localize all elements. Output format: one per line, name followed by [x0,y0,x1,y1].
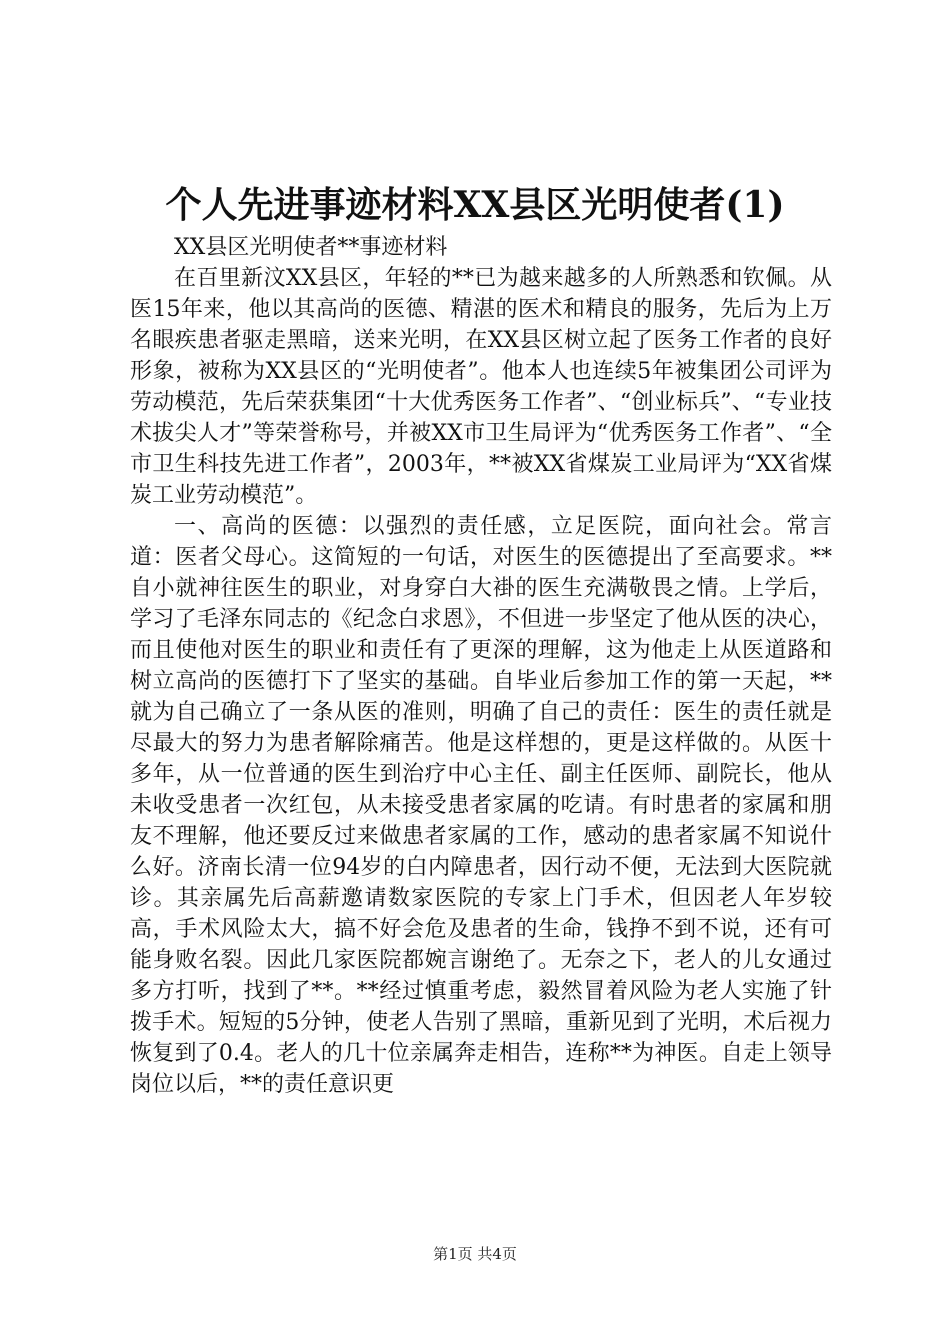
document-title: 个人先进事迹材料XX县区光明使者(1) [165,184,785,226]
document-subtitle: XX县区光明使者**事迹材料 [174,235,448,260]
body-paragraph-intro: 在百里新汶XX县区，年轻的**已为越来越多的人所熟悉和钦佩。从医15年来，他以其高尚的医德、精湛的医术和精良的服务，先后为上万名眼疾患者驱走黑暗，送来光明，在XX县区树立起了医务工作者的良好形象，被称为XX县区的“光明使者”。他本人也连续5年被集团公司评为劳动模范，先后荣获集团“十大优秀医务工作者”、“创业标兵”、“专业技术拔尖人才”等荣誉称号，并被XX市卫生局评为“优秀医务工作者”、“全市卫生科技先进工作者”，2003年，**被XX省煤炭工业局评为“XX省煤炭工业劳动模范”。 [130,266,832,508]
page-footer: 第1页 共4页 [433,1245,517,1263]
document-body [130,232,832,1100]
body-paragraph-medical-ethics: 一、高尚的医德：以强烈的责任感，立足医院，面向社会。常言道：医者父母心。这简短的一句话，对医生的医德提出了至高要求。**自小就神往医生的职业，对身穿白大褂的医生充满敬畏之情。上学后，学习了毛泽东同志的《纪念白求恩》，不但进一步坚定了他从医的决心，而且使他对医生的职业和责任有了更深的理解，这为他走上从医道路和树立高尚的医德打下了坚实的基础。自毕业后参加工作的第一天起，**就为自己确立了一条从医的准则，明确了自己的责任：医生的责任就是尽最大的努力为患者解除痛苦。他是这样想的，更是这样做的。从医十多年，从一位普通的医生到治疗中心主任、副主任医师、副院长，他从未收受患者一次红包，从未接受患者家属的吃请。有时患者的家属和朋友不理解，他还要反过来做患者家属的工作，感动的患者家属不知说什么好。济南长清一位94岁的白内障患者，因行动不便，无法到大医院就诊。其亲属先后高薪邀请数家医院的专家上门手术，但因老人年岁较高，手术风险太大，搞不好会危及患者的生命，钱挣不到不说，还有可能身败名裂。因此几家医院都婉言谢绝了。无奈之下，老人的儿女通过多方打听，找到了**。**经过慎重考虑，毅然冒着风险为老人实施了针拨手术。短短的5分钟，使老人告别了黑暗，重新见到了光明，术后视力恢复到了0.4。老人的几十位亲属奔走相告，连称**为神医。自走上领导岗位以后，**的责任意识更 [130,514,832,1097]
